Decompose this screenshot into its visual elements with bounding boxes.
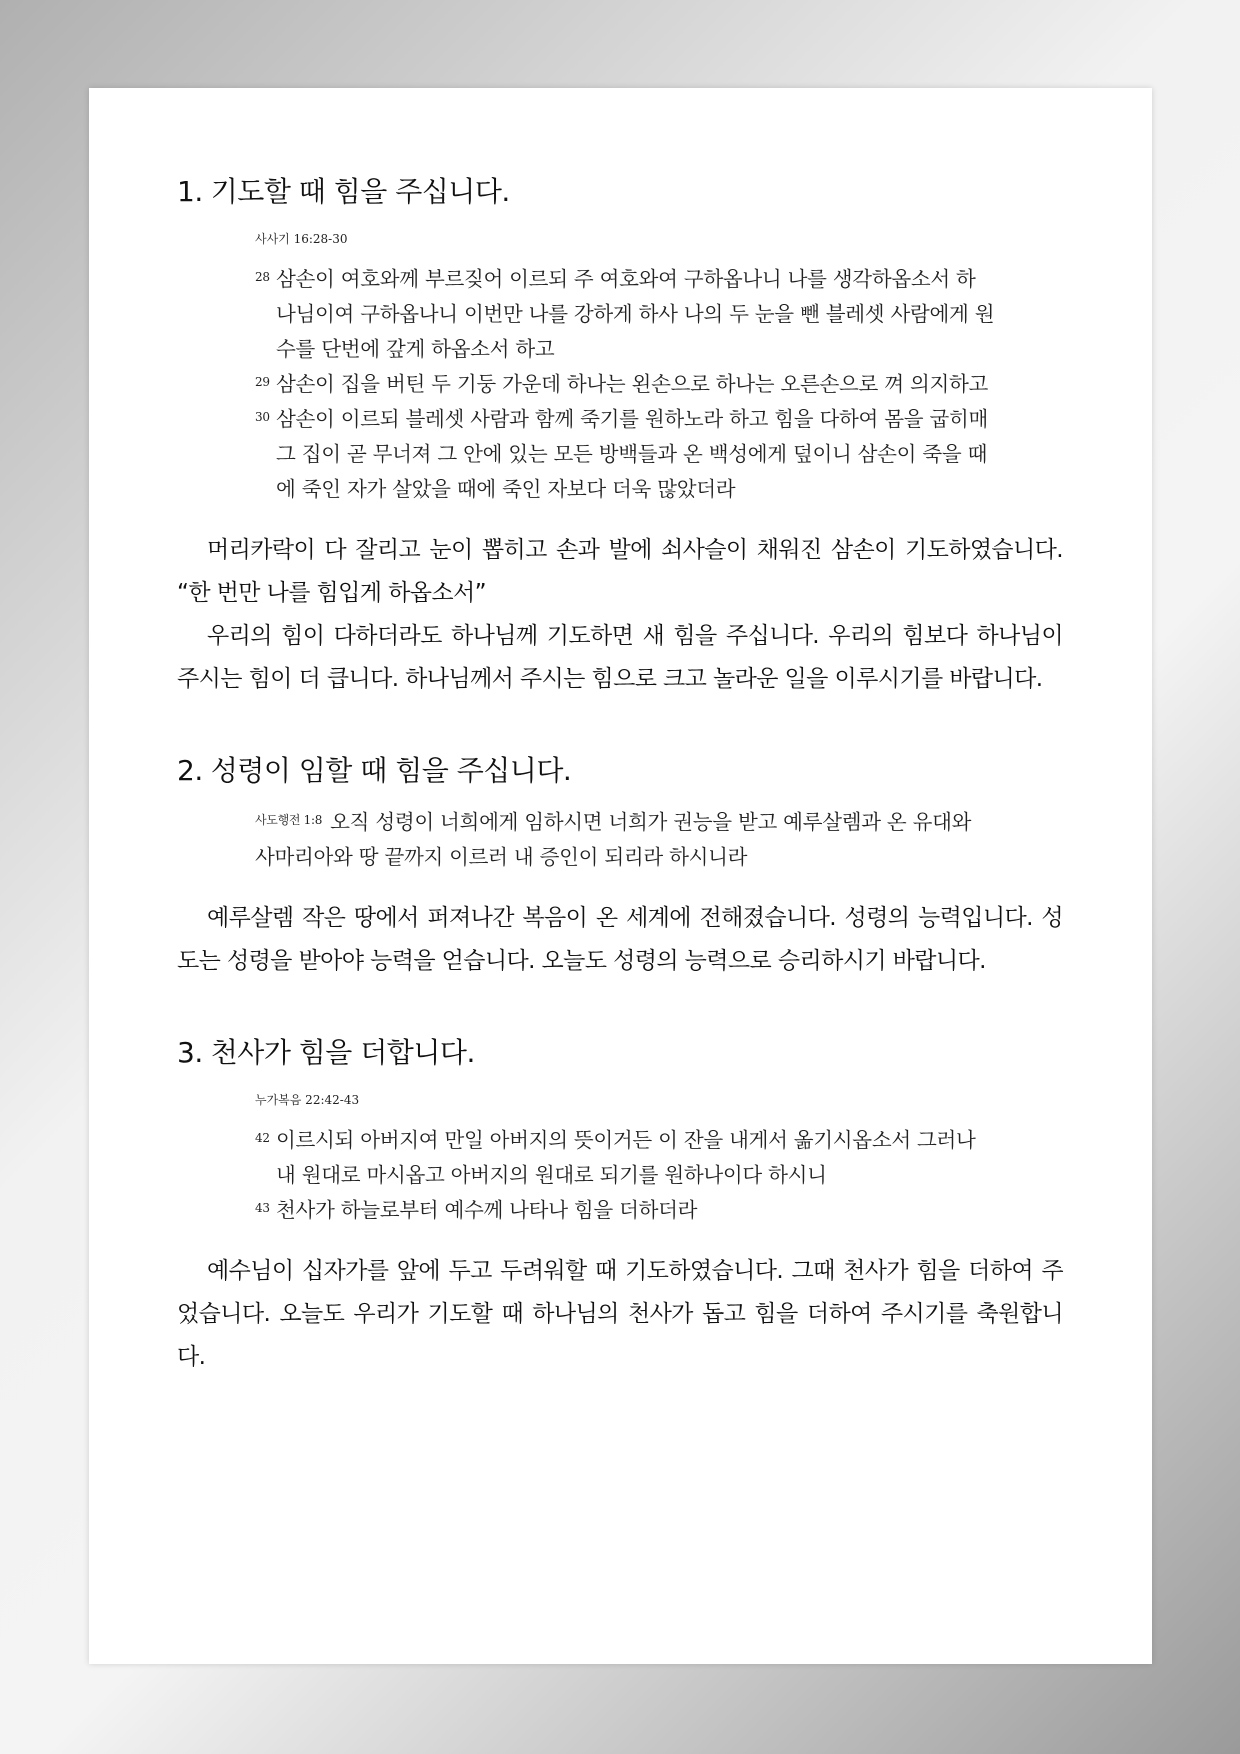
verse-text: 삼손이 여호와께 부르짖어 이르되 주 여호와여 구하옵나니 나를 생각하옵소서 하나님이여 구하옵나니 이번만 나를 강하게 하사 나의 두 눈을 뺀 블레셋 사람에게 원수를 단번에 갚게 하옵소서 하고 xyxy=(276,267,995,361)
scripture-verses xyxy=(255,1123,995,1228)
scripture-verses xyxy=(255,262,995,507)
section-title: 천사가 힘을 더합니다. xyxy=(210,1036,475,1069)
section-2 xyxy=(177,747,1063,983)
document-page xyxy=(89,88,1152,1664)
section-heading xyxy=(177,747,1063,795)
verse-text: 삼손이 집을 버틴 두 기둥 가운데 하나는 왼손으로 하나는 오른손으로 껴 의지하고 xyxy=(276,372,988,396)
verse xyxy=(255,367,995,402)
scripture-inline xyxy=(255,805,995,875)
paragraph-text: 머리카락이 다 잘리고 눈이 뽑히고 손과 발에 쇠사슬이 채워진 삼손이 기도하였습니다. “한 번만 나를 힘입게 하옵소서” xyxy=(177,537,1063,606)
scripture-reference: 사도행전 1:8 xyxy=(255,813,323,827)
body-paragraph xyxy=(177,1250,1063,1379)
paragraph-text: 예수님이 십자가를 앞에 두고 두려워할 때 기도하였습니다. 그때 천사가 힘을 더하여 주었습니다. 오늘도 우리가 기도할 때 하나님의 천사가 돕고 힘을 더하여 주시기를 축원합니다. xyxy=(177,1258,1063,1370)
section-number: 3. xyxy=(177,1036,203,1069)
section-number: 2. xyxy=(177,754,203,787)
body-paragraph xyxy=(177,615,1063,701)
verse xyxy=(255,402,995,507)
verse-number: 29 xyxy=(255,375,270,389)
verse-number: 42 xyxy=(255,1131,270,1145)
verse-text: 천사가 하늘로부터 예수께 나타나 힘을 더하더라 xyxy=(276,1198,698,1222)
verse-number: 43 xyxy=(255,1201,270,1215)
section-3 xyxy=(177,1029,1063,1379)
page-content xyxy=(177,168,1063,1379)
paragraph-text: 예루살렘 작은 땅에서 퍼져나간 복음이 온 세계에 전해졌습니다. 성령의 능력입니다. 성도는 성령을 받아야 능력을 얻습니다. 오늘도 성령의 능력으로 승리하시기 바랍니다. xyxy=(177,905,1063,974)
scripture-reference: 누가복음 22:42-43 xyxy=(255,1093,360,1107)
verse-number: 28 xyxy=(255,270,270,284)
paragraph-text: 우리의 힘이 다하더라도 하나님께 기도하면 새 힘을 주십니다. 우리의 힘보다 하나님이 주시는 힘이 더 큽니다. 하나님께서 주시는 힘으로 크고 놀라운 일을 이루시기를 바랍니다. xyxy=(177,623,1063,692)
verse-text: 이르시되 아버지여 만일 아버지의 뜻이거든 이 잔을 내게서 옮기시옵소서 그러나 내 원대로 마시옵고 아버지의 원대로 되기를 원하나이다 하시니 xyxy=(276,1128,976,1187)
body-paragraph xyxy=(177,897,1063,983)
section-1 xyxy=(177,168,1063,701)
section-number: 1. xyxy=(177,175,203,208)
scripture-reference: 사사기 16:28-30 xyxy=(255,232,348,246)
body-paragraph xyxy=(177,529,1063,615)
verse xyxy=(255,262,995,367)
section-heading xyxy=(177,168,1063,216)
section-title: 성령이 임할 때 힘을 주십니다. xyxy=(210,754,572,787)
section-title: 기도할 때 힘을 주십니다. xyxy=(210,175,510,208)
section-heading xyxy=(177,1029,1063,1077)
verse xyxy=(255,1123,995,1193)
scripture-text: 오직 성령이 너희에게 임하시면 너희가 권능을 받고 예루살렘과 온 유대와 사마리아와 땅 끝까지 이르러 내 증인이 되리라 하시니라 xyxy=(255,810,972,869)
verse xyxy=(255,1193,995,1228)
verse-number: 30 xyxy=(255,410,270,424)
verse-text: 삼손이 이르되 블레셋 사람과 함께 죽기를 원하노라 하고 힘을 다하여 몸을 굽히매 그 집이 곧 무너져 그 안에 있는 모든 방백들과 온 백성에게 덮이니 삼손이 죽을 때에 죽인 자가 살았을 때에 죽인 자보다 더욱 많았더라 xyxy=(276,407,988,501)
